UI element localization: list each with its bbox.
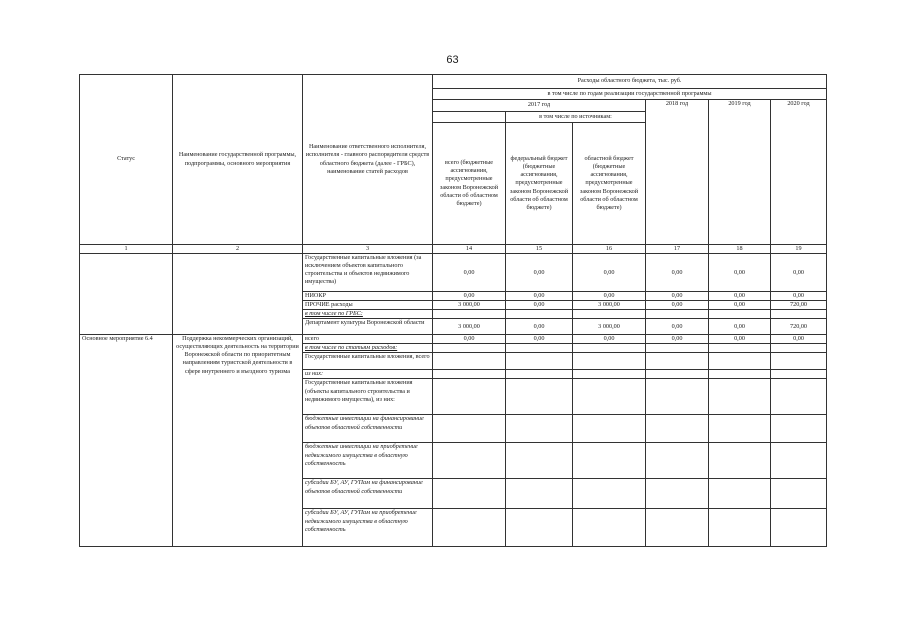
header-executor: Наименование ответственного исполнителя, исполнителя - главного распорядителя средств областного бюджета (далее - ГРБС), наименование статей расходов [303, 75, 433, 245]
value-cell: 0,00 [433, 292, 506, 301]
row-label: бюджетные инвестиции на приобретение недвижимого имущества в областную собственность [303, 443, 433, 479]
value-cell: 0,00 [709, 254, 771, 292]
value-cell: 0,00 [709, 301, 771, 310]
row-label: Государственные капитальные вложения (объекты капитального строительства и недвижимого имущества), из них: [303, 379, 433, 415]
header-federal: федеральный бюджет (бюджетные ассигнования, предусмотренные законом Воронежской области об областном бюджете) [506, 123, 573, 245]
value-cell: 0,00 [506, 292, 573, 301]
value-cell: 0,00 [709, 292, 771, 301]
page-number: 63 [446, 54, 459, 66]
col-number: 18 [709, 245, 771, 254]
row-label: Департамент культуры Воронежской области [303, 319, 433, 335]
header-year-2020: 2020 год [771, 100, 827, 245]
value-cell: 0,00 [709, 335, 771, 344]
row-label: всего [303, 335, 433, 344]
table-row-main-event [80, 335, 827, 344]
value-cell: 0,00 [506, 254, 573, 292]
value-cell: 3 000,00 [573, 301, 646, 310]
row-label: субсидии БУ, АУ, ГУПам на приобретение недвижимого имущества в областную собственность [303, 509, 433, 547]
value-cell: 0,00 [506, 301, 573, 310]
value-cell: 3 000,00 [573, 319, 646, 335]
row-label: ПРОЧИЕ расходы [303, 301, 433, 310]
header-total: всего (бюджетные ассигнования, предусмотренные законом Воронежской области об областном бюджете) [433, 123, 506, 245]
budget-table [79, 74, 827, 547]
col-number: 1 [80, 245, 173, 254]
value-cell: 0,00 [771, 254, 827, 292]
row-label: из них: [303, 370, 433, 379]
header-year-2017: 2017 год [433, 100, 646, 112]
value-cell: 0,00 [573, 335, 646, 344]
header-regional: областной бюджет (бюджетные ассигнования, предусмотренные законом Воронежской области об областном бюджете) [573, 123, 646, 245]
table-row-capital [80, 254, 827, 292]
value-cell: 0,00 [646, 301, 709, 310]
value-cell: 0,00 [573, 254, 646, 292]
row-status: Основное мероприятие 6.4 [80, 335, 173, 547]
value-cell: 0,00 [506, 335, 573, 344]
col-number: 14 [433, 245, 506, 254]
value-cell: 720,00 [771, 301, 827, 310]
header-year-2018: 2018 год [646, 100, 709, 245]
value-cell: 0,00 [506, 319, 573, 335]
header-program-name: Наименование государственной программы, подпрограммы, основного мероприятия [173, 75, 303, 245]
value-cell: 0,00 [646, 254, 709, 292]
row-label: НИОКР [303, 292, 433, 301]
value-cell: 0,00 [771, 292, 827, 301]
column-numbers-row [80, 245, 827, 254]
col-number: 16 [573, 245, 646, 254]
col-number: 15 [506, 245, 573, 254]
header-by-years: в том числе по годам реализации государственной программы [433, 89, 827, 100]
header-row-1 [80, 75, 827, 89]
col-number: 3 [303, 245, 433, 254]
row-label: в том числе по ГРБС: [303, 310, 433, 319]
value-cell: 0,00 [573, 292, 646, 301]
col-number: 2 [173, 245, 303, 254]
row-program-name: Поддержка некоммерческих организаций, осуществляющих деятельность на территории Воронежской области по приоритетным направлениям туристской деятельности в сфере внутреннего и въездного туризма [173, 335, 303, 547]
value-cell: 0,00 [771, 335, 827, 344]
row-label: Государственные капитальные вложения, всего [303, 353, 433, 370]
value-cell: 3 000,00 [433, 319, 506, 335]
value-cell: 720,00 [771, 319, 827, 335]
header-year-2019: 2019 год [709, 100, 771, 245]
value-cell: 3 000,00 [433, 301, 506, 310]
row-label: Государственные капитальные вложения (за исключением объектов капитального строительства и объектов недвижимого имущества) [303, 254, 433, 292]
value-cell: 0,00 [646, 292, 709, 301]
value-cell: 0,00 [709, 319, 771, 335]
row-label: в том числе по статьям расходов: [303, 344, 433, 353]
col-number: 19 [771, 245, 827, 254]
header-by-sources: в том числе по источникам: [506, 112, 646, 123]
row-label: субсидии БУ, АУ, ГУПам на финансирование объектов областной собственности [303, 479, 433, 509]
header-expenses-title: Расходы областного бюджета, тыс. руб. [433, 75, 827, 89]
row-label: бюджетные инвестиции на финансирование объектов областной собственности [303, 415, 433, 443]
value-cell: 0,00 [646, 319, 709, 335]
value-cell: 0,00 [646, 335, 709, 344]
value-cell: 0,00 [433, 335, 506, 344]
header-status: Статус [80, 75, 173, 245]
value-cell: 0,00 [433, 254, 506, 292]
col-number: 17 [646, 245, 709, 254]
